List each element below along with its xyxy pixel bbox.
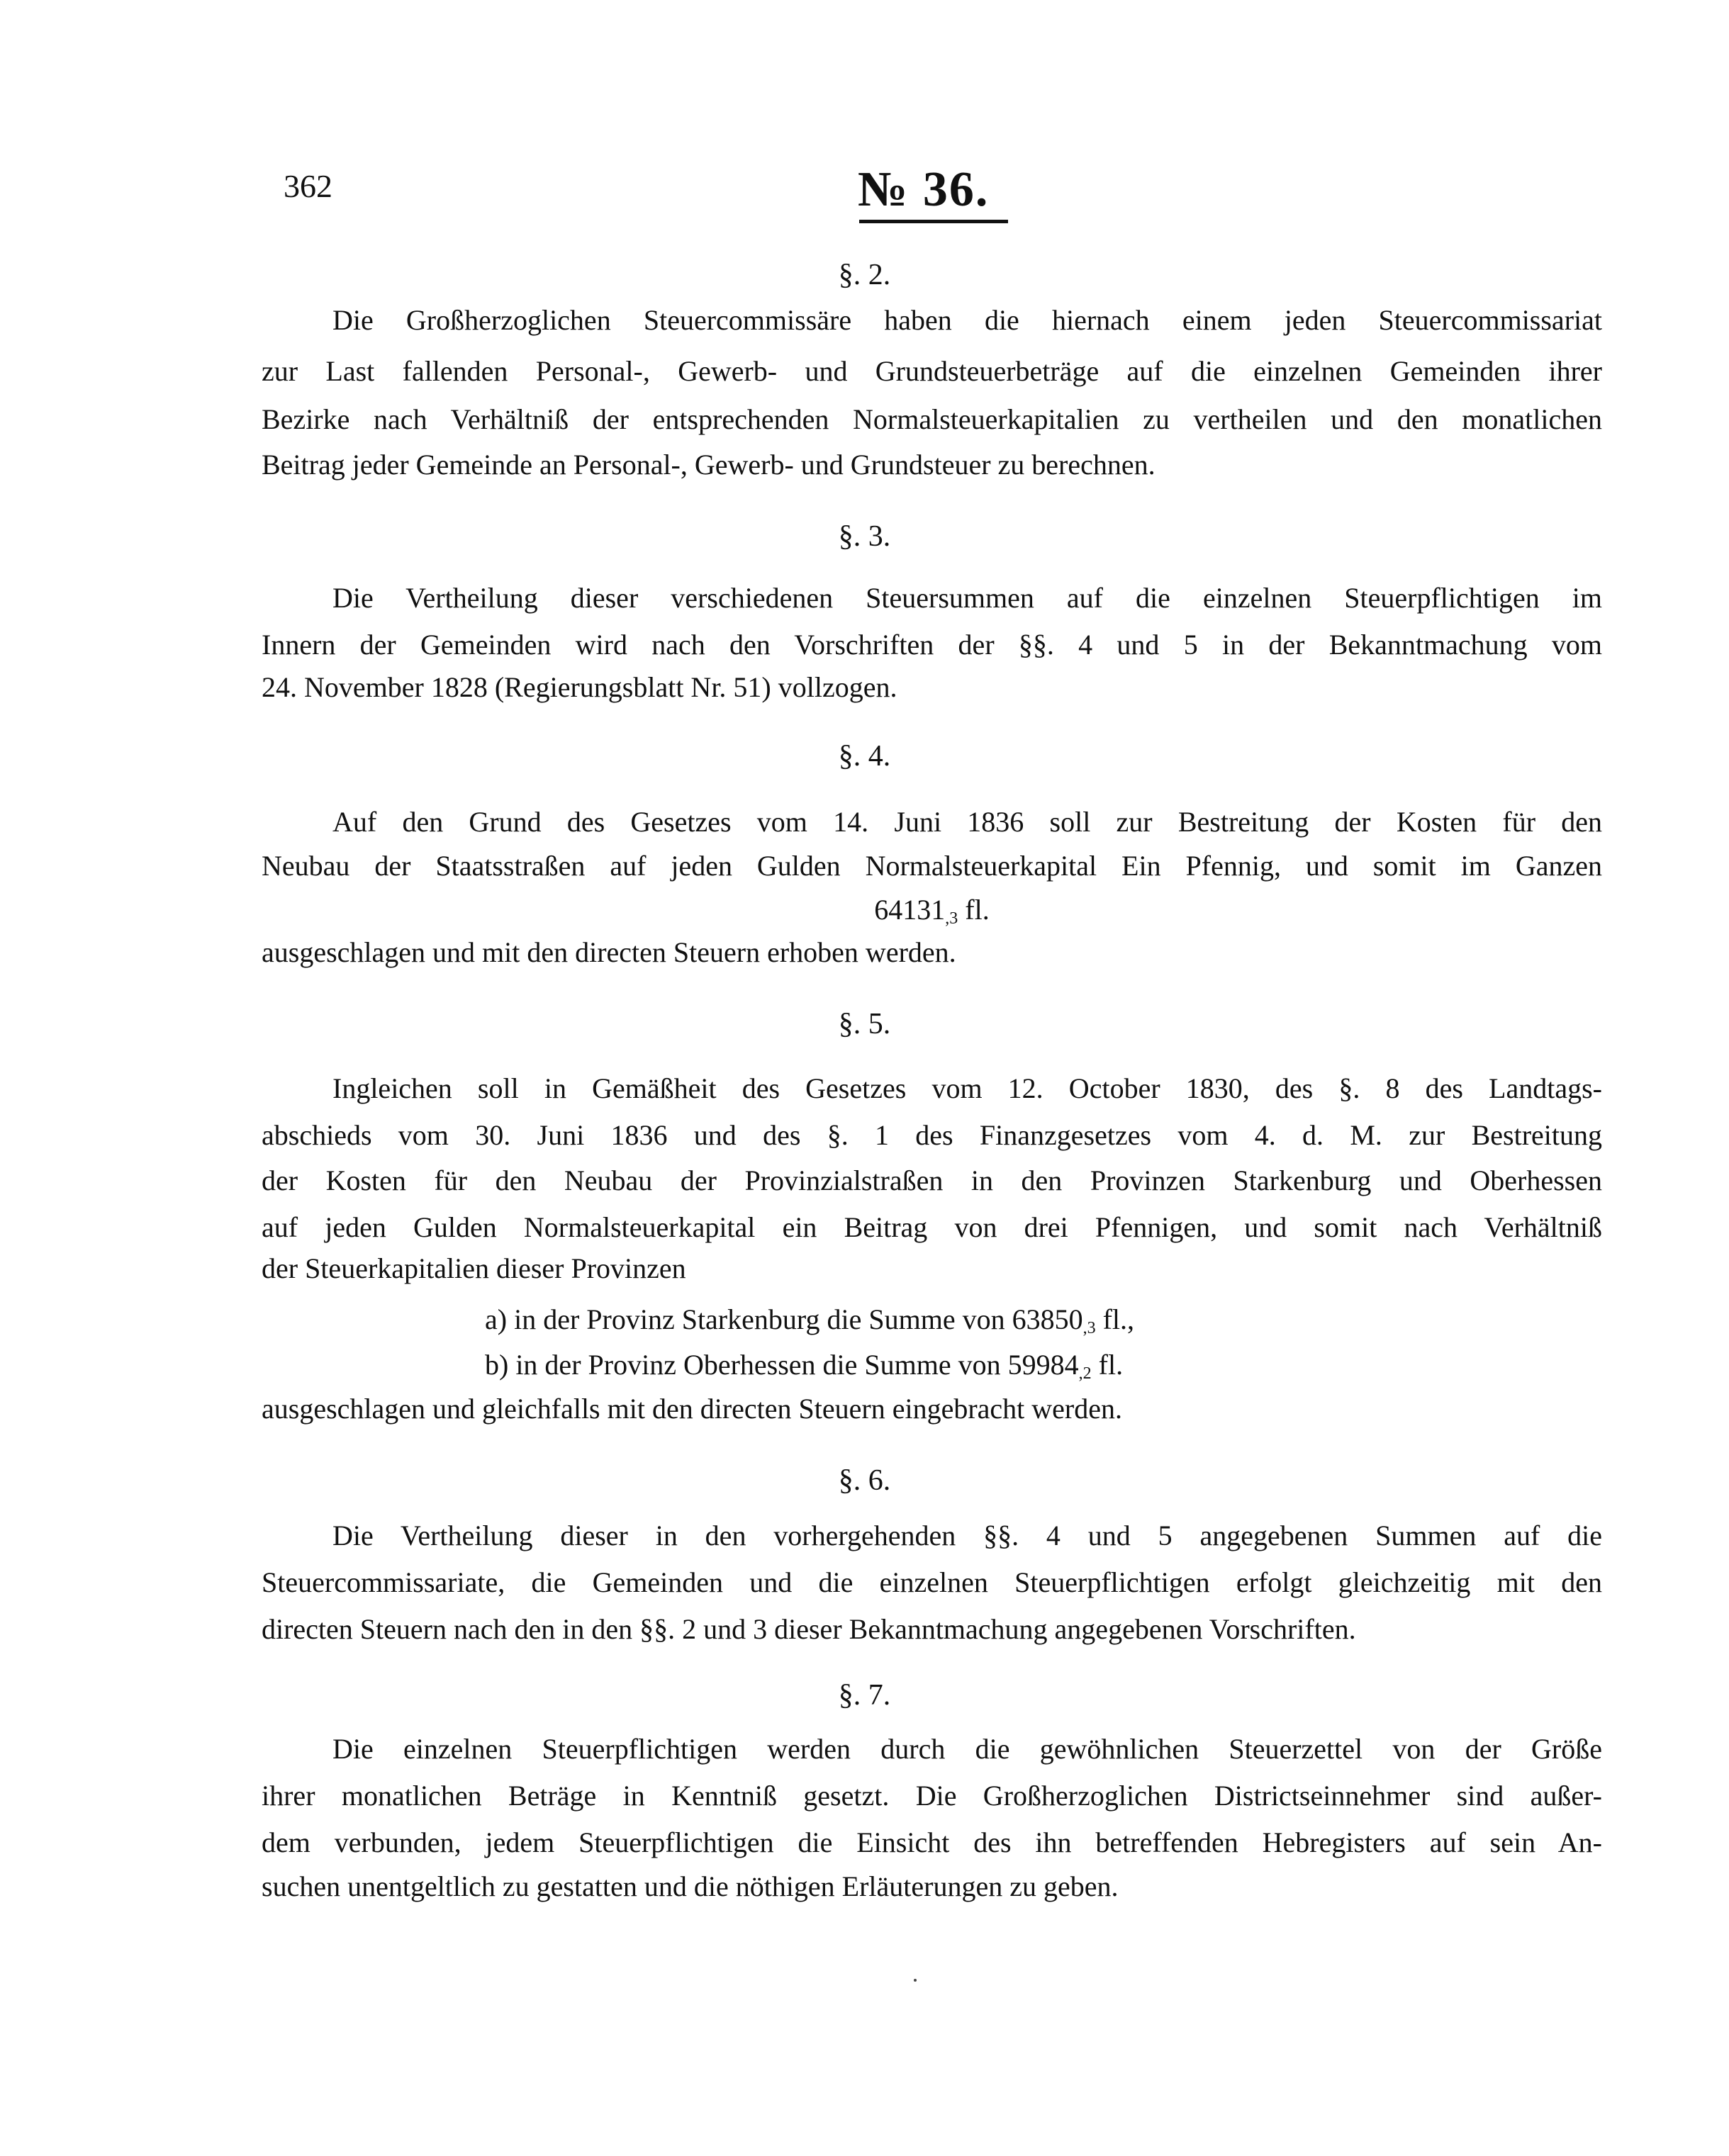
text-line: Die Vertheilung dieser verschiedenen Steuersummen auf die einzelnen Steuerpflichtigen im bbox=[332, 582, 1602, 614]
text-line: auf jeden Gulden Normalsteuerkapital ein Beitrag von drei Pfennigen, und somit nach Verhältniß bbox=[262, 1211, 1602, 1243]
text-line bbox=[485, 1348, 1477, 1391]
text-line: der Steuerkapitalien dieser Provinzen bbox=[262, 1252, 686, 1284]
text-line: abschieds vom 30. Juni 1836 und des §. 1 des Finanzgesetzes vom 4. d. M. zur Bestreitung bbox=[262, 1119, 1602, 1151]
text-line: 24. November 1828 (Regierungsblatt Nr. 51) vollzogen. bbox=[262, 671, 897, 703]
amount-fraction: ,2 bbox=[1078, 1364, 1092, 1383]
text-line: Die einzelnen Steuerpflichtigen werden durch die gewöhnlichen Steuerzettel von der Größe bbox=[332, 1733, 1602, 1765]
text-line: Neubau der Staatsstraßen auf jeden Gulden Normalsteuerkapital Ein Pfennig, und somit im Ganzen bbox=[262, 850, 1602, 882]
text-line: dem verbunden, jedem Steuerpflichtigen die Einsicht des ihn betreffenden Hebregisters auf sein An- bbox=[262, 1826, 1602, 1858]
page-speck bbox=[914, 1979, 917, 1982]
text-line: zur Last fallenden Personal-, Gewerb- und Grundsteuerbeträge auf die einzelnen Gemeinden ihrer bbox=[262, 355, 1602, 387]
text-line: ausgeschlagen und gleichfalls mit den directen Steuern eingebracht werden. bbox=[262, 1393, 1122, 1425]
issue-number: № 36. bbox=[858, 162, 990, 217]
text-line: Ingleichen soll in Gemäßheit des Gesetzes vom 12. October 1830, des §. 8 des Landtags- bbox=[332, 1072, 1602, 1104]
text-line bbox=[262, 893, 1602, 936]
text-line: Die Vertheilung dieser in den vorhergehenden §§. 4 und 5 angegebenen Summen auf die bbox=[332, 1520, 1602, 1551]
line-text: b) in der Provinz Oberhessen die Summe von bbox=[485, 1349, 1008, 1381]
amount-value: 63850 bbox=[1012, 1303, 1083, 1335]
currency-unit: fl. bbox=[1091, 1349, 1124, 1381]
line-text: a) in der Provinz Starkenburg die Summe von bbox=[485, 1303, 1012, 1335]
amount-fraction: ,3 bbox=[945, 909, 958, 928]
amount-value: 59984 bbox=[1007, 1349, 1079, 1381]
text-line: Steuercommissariate, die Gemeinden und die einzelnen Steuerpflichtigen erfolgt gleichzeitig mit den bbox=[262, 1566, 1602, 1598]
text-line: Die Großherzoglichen Steuercommissäre haben die hiernach einem jeden Steuercommissariat bbox=[332, 304, 1602, 336]
page-number: 362 bbox=[284, 168, 332, 204]
text-line: suchen unentgeltlich zu gestatten und die nöthigen Erläuterungen zu geben. bbox=[262, 1870, 1119, 1902]
currency-unit: fl. bbox=[958, 894, 990, 926]
amount-value: 64131 bbox=[874, 894, 946, 926]
section-heading: §. 3. bbox=[838, 520, 891, 553]
text-line: Beitrag jeder Gemeinde an Personal-, Gewerb- und Grundsteuer zu berechnen. bbox=[262, 449, 1156, 481]
section-heading: §. 2. bbox=[838, 259, 891, 291]
currency-unit: fl., bbox=[1095, 1303, 1135, 1335]
text-line: Innern der Gemeinden wird nach den Vorschriften der §§. 4 und 5 in der Bekanntmachung vom bbox=[262, 629, 1602, 661]
section-heading: §. 5. bbox=[838, 1008, 891, 1040]
text-line: Bezirke nach Verhältniß der entsprechenden Normalsteuerkapitalien zu vertheilen und den monatlichen bbox=[262, 403, 1602, 435]
text-line: der Kosten für den Neubau der Provinzialstraßen in den Provinzen Starkenburg und Oberhessen bbox=[262, 1164, 1602, 1196]
text-line bbox=[485, 1303, 1477, 1345]
section-heading: §. 4. bbox=[838, 740, 891, 773]
section-heading: §. 7. bbox=[838, 1679, 891, 1712]
text-line: Auf den Grund des Gesetzes vom 14. Juni 1836 soll zur Bestreitung der Kosten für den bbox=[332, 806, 1602, 838]
text-line: ihrer monatlichen Beträge in Kenntniß gesetzt. Die Großherzoglichen Districtseinnehmer sind außer- bbox=[262, 1780, 1602, 1812]
section-heading: §. 6. bbox=[838, 1464, 891, 1497]
text-line: directen Steuern nach den in den §§. 2 und 3 dieser Bekanntmachung angegebenen Vorschriften. bbox=[262, 1613, 1356, 1645]
title-underline bbox=[859, 220, 1008, 223]
amount-fraction: ,3 bbox=[1082, 1319, 1096, 1337]
text-line: ausgeschlagen und mit den directen Steuern erhoben werden. bbox=[262, 936, 956, 968]
